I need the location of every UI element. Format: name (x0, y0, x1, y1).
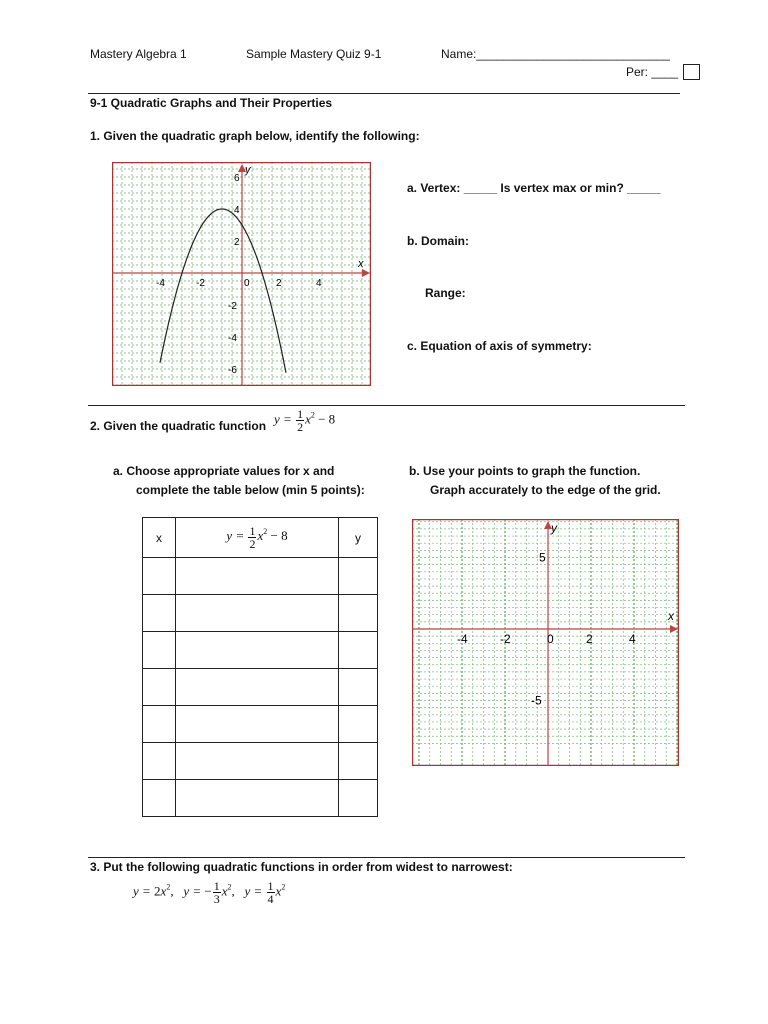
table-cell-work[interactable] (176, 595, 339, 632)
q1-y-tick-label: 2 (234, 237, 240, 248)
table-cell-y[interactable] (339, 706, 378, 743)
q1-y-tick-label: -4 (228, 333, 237, 344)
q2-part-a-line2: complete the table below (min 5 points): (136, 483, 365, 497)
q1-prompt: 1. Given the quadratic graph below, identify the following: (90, 129, 420, 143)
period-field-label: Per: ____ (626, 65, 679, 79)
name-field-label: Name:_____________________________ (441, 47, 670, 61)
q2-part-b-line2: Graph accurately to the edge of the grid. (430, 483, 661, 497)
eq-tail: − 8 (318, 411, 336, 427)
table-row (143, 706, 378, 743)
table-cell-x[interactable] (143, 780, 176, 817)
course-title: Mastery Algebra 1 (90, 47, 187, 61)
q2-x-tick-label: -4 (457, 632, 468, 646)
table-cell-x[interactable] (143, 706, 176, 743)
table-cell-y[interactable] (339, 558, 378, 595)
q1-divider (88, 405, 685, 406)
table-cell-work[interactable] (176, 558, 339, 595)
table-cell-y[interactable] (339, 595, 378, 632)
q1-x-arrow (362, 269, 370, 277)
table-cell-y[interactable] (339, 669, 378, 706)
q1-y-tick-label: 6 (234, 173, 240, 184)
table-row (143, 558, 378, 595)
table-row (143, 743, 378, 780)
table-row (143, 632, 378, 669)
q1-part-b: b. Domain: (407, 234, 469, 248)
table-cell-work[interactable] (176, 780, 339, 817)
q1-x-tick-label: -4 (156, 278, 165, 289)
q1-x-label: x (358, 258, 364, 270)
table-row (143, 595, 378, 632)
q2-x-tick-label: 2 (586, 632, 593, 646)
q2-graph-grid[interactable] (412, 519, 679, 766)
table-cell-x[interactable] (143, 558, 176, 595)
table-header-row (143, 518, 378, 558)
table-row (143, 780, 378, 817)
table-header-y: y (339, 518, 378, 558)
table-header-x: x (143, 518, 176, 558)
table-cell-work[interactable] (176, 632, 339, 669)
table-cell-x[interactable] (143, 632, 176, 669)
q2-values-table (142, 517, 378, 817)
q1-y-tick-label: 4 (234, 205, 240, 216)
q1-part-a: a. Vertex: _____ Is vertex max or min? _____ (407, 181, 661, 195)
q1-x-tick-label: -2 (196, 278, 205, 289)
q1-x-tick-label: 4 (316, 278, 322, 289)
q2-y-label: y (551, 521, 557, 535)
q1-part-c: c. Equation of axis of symmetry: (407, 339, 592, 353)
quiz-title: Sample Mastery Quiz 9-1 (246, 47, 382, 61)
table-row (143, 669, 378, 706)
q2-x-tick-label: 4 (629, 632, 636, 646)
q2-part-b-line1: b. Use your points to graph the function. (409, 464, 641, 478)
header-divider (88, 93, 680, 94)
q1-y-tick-label: -2 (228, 301, 237, 312)
q1-range-label: Range: (425, 286, 466, 300)
q2-x-tick-label: -2 (500, 632, 511, 646)
q1-x-tick-label: 0 (244, 278, 250, 289)
q2-prompt: 2. Given the quadratic function (90, 419, 267, 433)
eq-fraction: $\frac{1}{2}$ (297, 407, 304, 434)
table-cell-x[interactable] (143, 743, 176, 780)
table-cell-y[interactable] (339, 780, 378, 817)
q2-y-tick-label: 5 (539, 550, 546, 565)
score-box[interactable] (683, 64, 700, 80)
q2-x-tick-label: 0 (547, 632, 554, 646)
q3-prompt: 3. Put the following quadratic functions in order from widest to narrowest: (90, 860, 513, 874)
eq-x: x (305, 411, 311, 427)
table-header-equation: y = $\frac{1}{2}$ $x^2 - 8$ (176, 518, 339, 558)
q2-y-tick-label: -5 (531, 693, 542, 708)
eq-y: y (274, 411, 280, 427)
q2-part-a-line1: a. Choose appropriate values for x and (113, 464, 335, 478)
q1-y-tick-label: -6 (228, 365, 237, 376)
q1-x-tick-label: 2 (276, 278, 282, 289)
q1-parabola (160, 209, 286, 373)
table-cell-work[interactable] (176, 706, 339, 743)
q2-divider (88, 857, 685, 858)
q1-graph (112, 162, 371, 386)
q3-functions: $y = 2x^2$, y = − $\frac{1}{3}$ $x^2$, y = $\frac{1}{4}$ $x^2$ (133, 879, 286, 906)
table-cell-y[interactable] (339, 743, 378, 780)
section-title: 9-1 Quadratic Graphs and Their Properties (90, 96, 333, 110)
table-cell-work[interactable] (176, 669, 339, 706)
table-cell-y[interactable] (339, 632, 378, 669)
table-cell-x[interactable] (143, 595, 176, 632)
q2-equation: y = $\frac{1}{2}$ $x^2 - 8$ (274, 407, 336, 434)
table-cell-work[interactable] (176, 743, 339, 780)
q1-y-label: y (245, 164, 251, 176)
q2-x-label: x (668, 609, 674, 623)
table-cell-x[interactable] (143, 669, 176, 706)
